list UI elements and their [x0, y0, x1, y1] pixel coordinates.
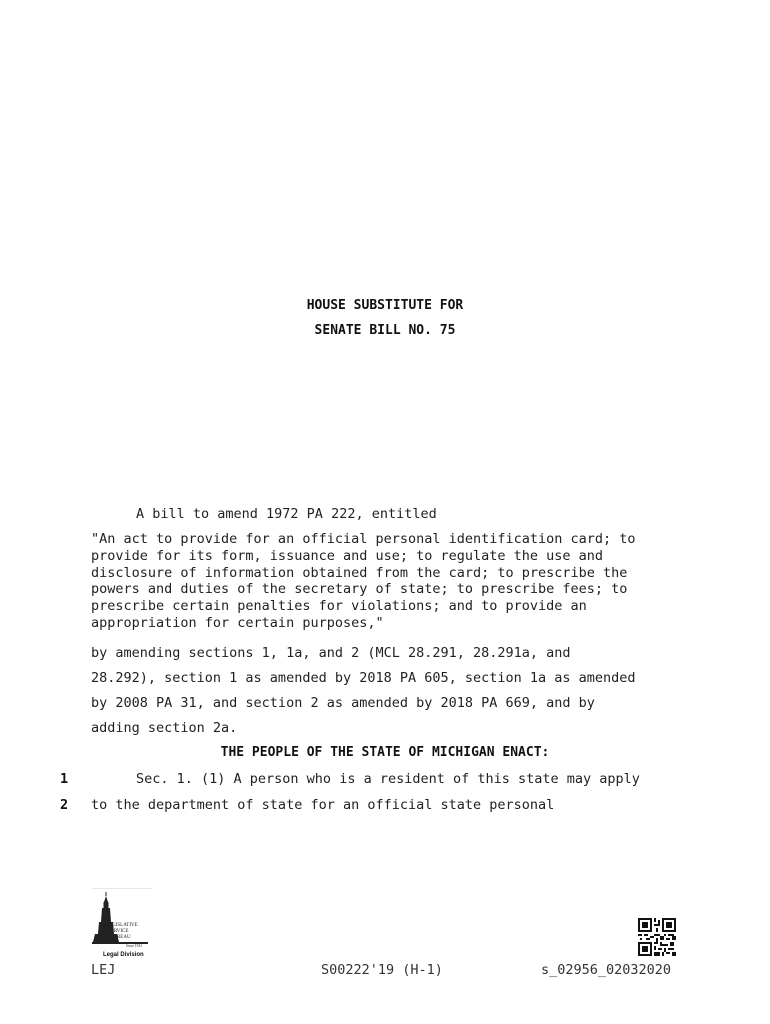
- line-number-2: 2: [60, 797, 69, 813]
- line-number-1: 1: [60, 771, 69, 787]
- bill-title-line-1: HOUSE SUBSTITUTE FOR: [306, 298, 464, 313]
- amend-line-4: adding section 2a.: [91, 720, 238, 736]
- amend-line-3: by 2008 PA 31, and section 2 as amended by 2018 PA 669, and by: [91, 695, 595, 711]
- footer-bill-code: S00222'19 (H-1): [321, 962, 443, 978]
- bill-title-line-2: SENATE BILL NO. 75: [314, 323, 456, 338]
- amend-line-2: 28.292), section 1 as amended by 2018 PA 605, section 1a as amended: [91, 670, 636, 686]
- logo-line-1: LEGISLATIVE: [106, 923, 138, 928]
- logo-division: Legal Division: [103, 952, 144, 958]
- bill-text-line-1: Sec. 1. (1) A person who is a resident of this state may apply: [136, 771, 640, 787]
- bill-intro: A bill to amend 1972 PA 222, entitled: [136, 506, 437, 522]
- logo-since: Since 1941: [126, 944, 143, 948]
- amend-line-1: by amending sections 1, 1a, and 2 (MCL 28.291, 28.291a, and: [91, 645, 571, 661]
- logo-line-3: BUREAU: [110, 935, 131, 940]
- footer-drafter-initials: LEJ: [91, 962, 116, 978]
- legislative-service-bureau-logo: [92, 888, 154, 960]
- footer-document-id: s_02956_02032020: [541, 962, 672, 978]
- act-title-quote: "An act to provide for an official personal identification card; to provide for its form, issuance and use; to regulate the use and disclosure of information obtained from the card; to prescribe the powers and duties of the secretary of state; to prescribe fees; to prescribe certain penalties for violations; and to provide an appropriation for certain purposes,": [91, 531, 636, 631]
- bill-text-line-2: to the department of state for an official state personal: [91, 797, 555, 813]
- enacting-clause: THE PEOPLE OF THE STATE OF MICHIGAN ENACT:: [220, 745, 550, 760]
- logo-line-2: SERVICE: [108, 929, 129, 934]
- qr-code-icon: [638, 918, 676, 956]
